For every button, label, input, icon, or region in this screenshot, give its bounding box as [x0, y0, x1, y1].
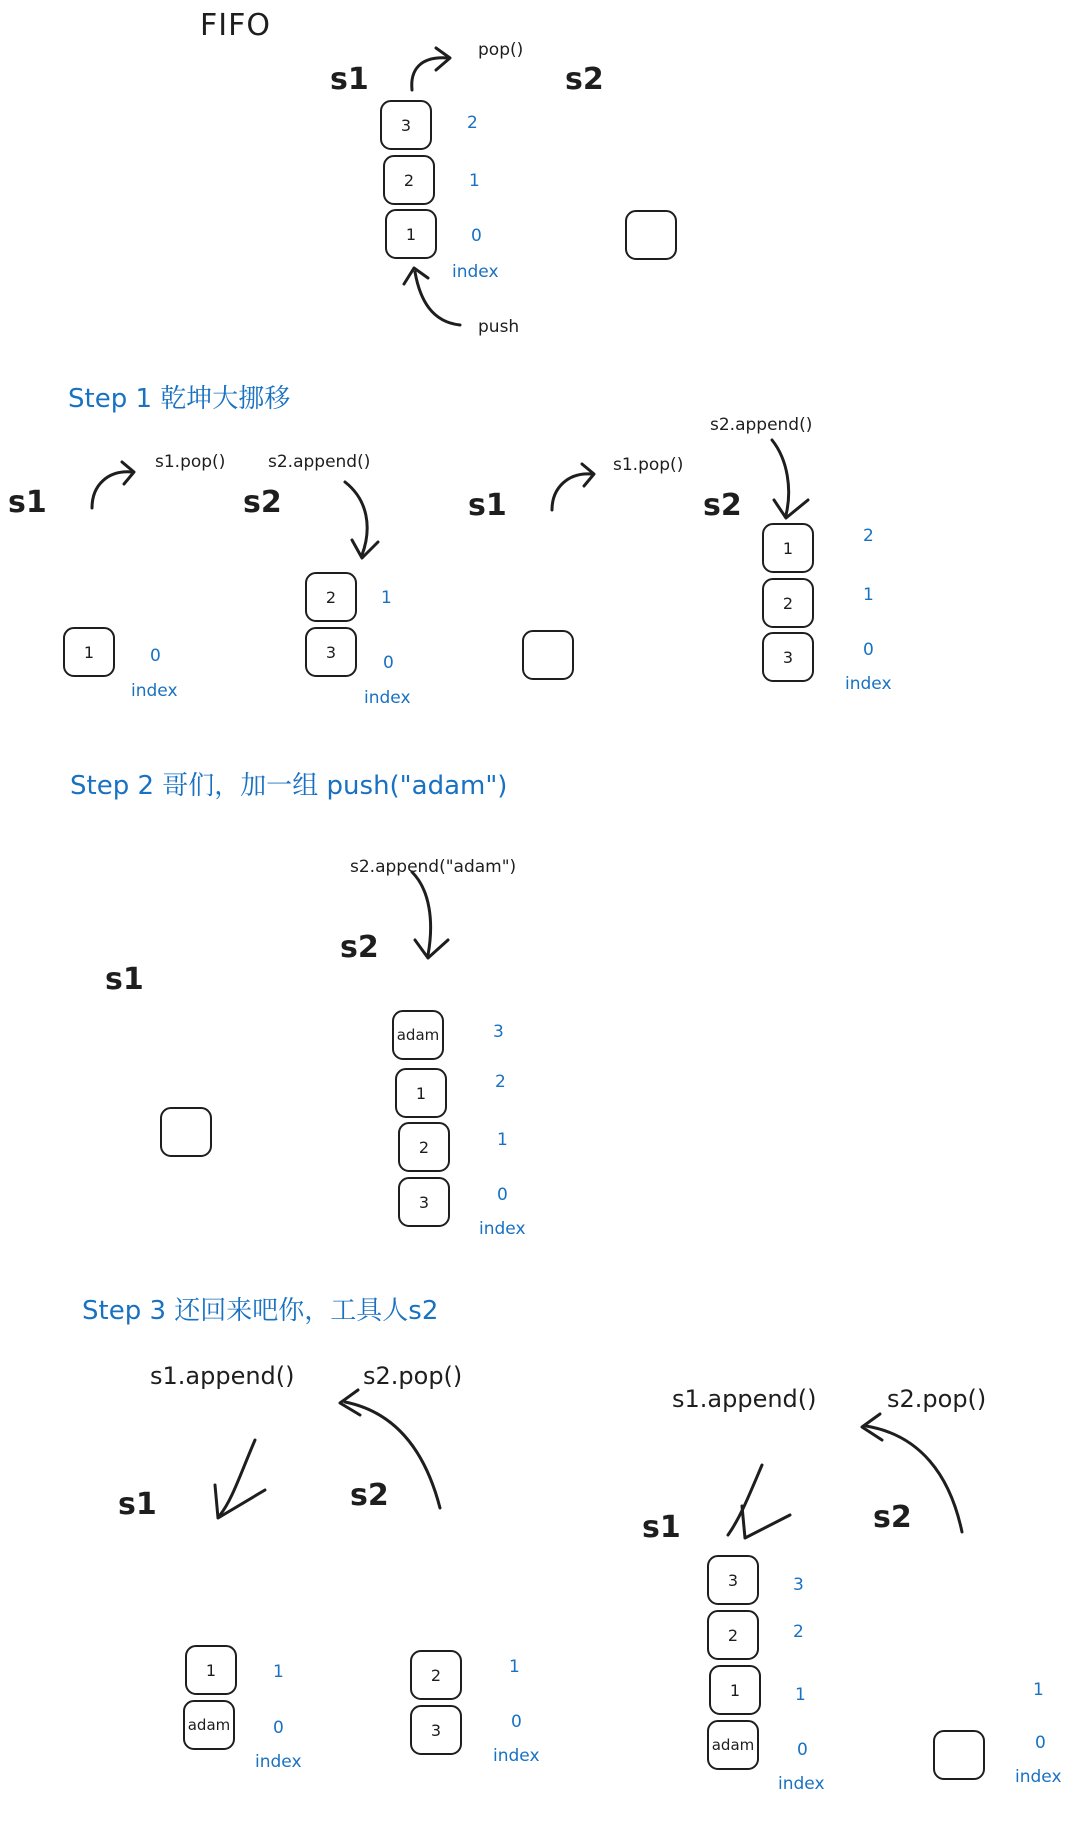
s1-pop-op-label: s1.pop() — [155, 452, 226, 472]
curved-arrow — [772, 440, 789, 515]
index-value: 2 — [495, 1072, 506, 1092]
index-value: 0 — [383, 653, 394, 673]
index-value: 2 — [793, 1622, 804, 1642]
stack-item: 1 — [709, 1665, 761, 1715]
index-label: index — [452, 262, 499, 282]
diagram-title: FIFO — [200, 8, 271, 43]
arrow-head — [742, 1506, 790, 1538]
step2-heading: Step 2 哥们，加一组 push("adam") — [70, 771, 508, 801]
index-label: index — [364, 688, 411, 708]
curved-arrow — [412, 872, 431, 955]
stack-s1-label: s1 — [468, 488, 507, 523]
index-value: 1 — [795, 1685, 806, 1705]
s1-pop-op-label: s1.pop() — [613, 455, 684, 475]
stack-s1-label: s1 — [8, 485, 47, 520]
stack-item: 2 — [383, 155, 435, 205]
index-label: index — [255, 1752, 302, 1772]
stack-item: 3 — [762, 632, 814, 682]
index-value: 3 — [493, 1022, 504, 1042]
stack-item: adam — [707, 1720, 759, 1770]
step3-heading: Step 3 还回来吧你，工具人s2 — [82, 1296, 439, 1326]
index-value: 0 — [1035, 1733, 1046, 1753]
push-op-label: push — [478, 317, 520, 337]
stack-item: adam — [183, 1700, 235, 1750]
stack-item: 2 — [398, 1122, 450, 1172]
index-value: 2 — [467, 113, 478, 133]
index-value: 0 — [273, 1718, 284, 1738]
s2-append-op-label: s2.append() — [268, 452, 371, 472]
stack-item: 2 — [410, 1650, 462, 1700]
stack-item: 1 — [385, 209, 437, 259]
curved-arrow — [866, 1426, 962, 1532]
curved-arrow — [92, 472, 132, 508]
index-label: index — [131, 681, 178, 701]
curved-arrow — [415, 272, 460, 325]
index-value: 1 — [497, 1130, 508, 1150]
index-value: 0 — [471, 226, 482, 246]
stack-s2-label: s2 — [703, 488, 742, 523]
arrow-head — [774, 500, 808, 518]
index-label: index — [479, 1219, 526, 1239]
index-value: 0 — [797, 1740, 808, 1760]
stack-item: 3 — [410, 1705, 462, 1755]
s2-append-adam-op-label: s2.append("adam") — [350, 857, 517, 877]
index-value: 1 — [381, 588, 392, 608]
stack-item: 3 — [707, 1555, 759, 1605]
stack-s1-label: s1 — [118, 1487, 157, 1522]
stack-item: 3 — [398, 1177, 450, 1227]
index-value: 0 — [863, 640, 874, 660]
index-value: 3 — [793, 1575, 804, 1595]
stack-item: 2 — [707, 1610, 759, 1660]
s1-append-op-label: s1.append() — [672, 1385, 817, 1413]
stack-item: 1 — [762, 523, 814, 573]
s1-append-op-label: s1.append() — [150, 1362, 295, 1390]
stack-item: 2 — [305, 572, 357, 622]
stack-item: 3 — [380, 100, 432, 150]
curved-arrow — [345, 1402, 440, 1508]
pop-op-label: pop() — [478, 40, 524, 60]
step1-heading: Step 1 乾坤大挪移 — [68, 384, 291, 414]
index-label: index — [778, 1774, 825, 1794]
stack-s2-label: s2 — [873, 1500, 912, 1535]
stack-s1-label: s1 — [105, 962, 144, 997]
index-value: 1 — [863, 585, 874, 605]
stack-item: 1 — [395, 1068, 447, 1118]
index-value: 1 — [509, 1657, 520, 1677]
curved-arrow — [345, 482, 367, 555]
stack-item: 1 — [63, 627, 115, 677]
stack-s2-label: s2 — [350, 1478, 389, 1513]
stack-s1-label: s1 — [330, 62, 369, 97]
stack-item: adam — [392, 1010, 444, 1060]
s2-pop-op-label: s2.pop() — [363, 1362, 463, 1390]
stack-s2-label: s2 — [565, 62, 604, 97]
stack-item: 2 — [762, 578, 814, 628]
index-value: 2 — [863, 526, 874, 546]
curved-arrow — [220, 1440, 255, 1515]
index-value: 1 — [1033, 1680, 1044, 1700]
stack-item: 3 — [305, 627, 357, 677]
index-value: 1 — [469, 171, 480, 191]
curved-arrow — [552, 474, 592, 510]
stack-s2-label: s2 — [243, 485, 282, 520]
s2-pop-op-label: s2.pop() — [887, 1385, 987, 1413]
index-value: 1 — [273, 1662, 284, 1682]
index-label: index — [1015, 1767, 1062, 1787]
stack-s1-label: s1 — [642, 1510, 681, 1545]
index-value: 0 — [497, 1185, 508, 1205]
arrow-head — [415, 940, 448, 958]
s2-append-op-label: s2.append() — [710, 415, 813, 435]
index-label: index — [493, 1746, 540, 1766]
index-value: 0 — [150, 646, 161, 666]
stack-item: 1 — [185, 1645, 237, 1695]
index-label: index — [845, 674, 892, 694]
stack-s2-label: s2 — [340, 930, 379, 965]
index-value: 0 — [511, 1712, 522, 1732]
